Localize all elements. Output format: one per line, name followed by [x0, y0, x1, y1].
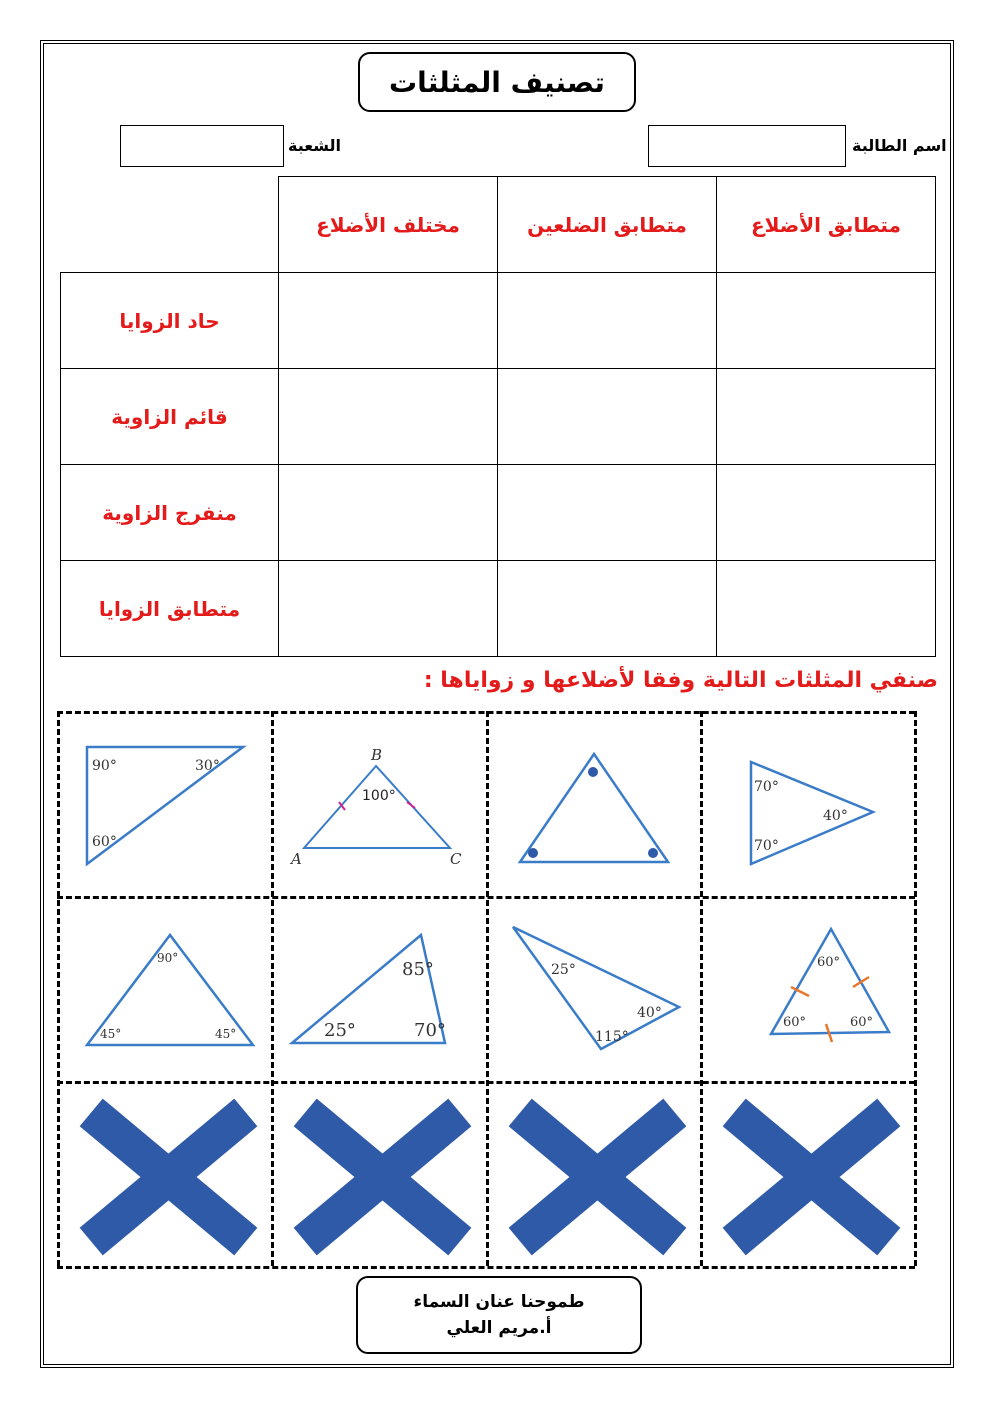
triangle-card-5[interactable] [60, 899, 270, 1079]
angle-label: 85° [402, 959, 434, 980]
cross-card[interactable] [60, 1084, 270, 1264]
triangle-card-2[interactable] [274, 714, 484, 894]
row-header-right: قائم الزاوية [60, 368, 279, 465]
drop-cell[interactable] [497, 560, 717, 657]
footer-box [356, 1276, 642, 1354]
drop-cell[interactable] [716, 272, 936, 369]
angle-label: 25° [551, 962, 576, 978]
drop-cell[interactable] [497, 464, 717, 561]
student-name-label: اسم الطالبة [852, 136, 947, 155]
footer-motto: طموحنا عنان السماء [413, 1292, 585, 1312]
column-header-scalene: مختلف الأضلاع [278, 176, 498, 273]
triangle-card-3[interactable] [489, 714, 699, 894]
angle-label: 115° [595, 1029, 629, 1045]
angle-label: 90° [157, 951, 179, 965]
student-name-field[interactable] [648, 125, 846, 167]
drop-cell[interactable] [497, 368, 717, 465]
cross-card[interactable] [489, 1084, 699, 1264]
row-header-acute: حاد الزوايا [60, 272, 279, 369]
row-header-equiangular: متطابق الزوايا [60, 560, 279, 657]
cross-icon [274, 1084, 484, 1264]
vertex-label: B [371, 746, 383, 764]
angle-label: 30° [195, 758, 220, 774]
angle-label: 45° [215, 1027, 237, 1041]
angle-label: 40° [637, 1005, 662, 1021]
vertex-label: A [291, 850, 302, 868]
drop-cell[interactable] [716, 368, 936, 465]
column-header-isosceles: متطابق الضلعين [497, 176, 717, 273]
drop-cell[interactable] [716, 464, 936, 561]
angle-label: 60° [817, 955, 841, 970]
triangle-card-1[interactable] [60, 714, 270, 894]
angle-label: 70° [754, 838, 779, 854]
drop-cell[interactable] [497, 272, 717, 369]
footer-teacher: أ.مريم العلي [446, 1318, 552, 1338]
angle-label: 90° [92, 758, 117, 774]
section-field[interactable] [120, 125, 284, 167]
angle-label: 60° [783, 1015, 807, 1030]
drop-cell[interactable] [716, 560, 936, 657]
vertex-label: C [450, 850, 462, 868]
triangle-card-6[interactable] [274, 899, 484, 1079]
angle-label: 70° [754, 779, 779, 795]
column-header-equilateral: متطابق الأضلاع [716, 176, 936, 273]
angle-label: 60° [850, 1015, 874, 1030]
angle-label: 40° [823, 808, 848, 824]
section-label: الشعبة [288, 136, 342, 155]
cross-card[interactable] [703, 1084, 913, 1264]
drop-cell[interactable] [278, 368, 498, 465]
angle-label: 25° [324, 1020, 356, 1041]
page-title: تصنيف المثلثات [358, 52, 636, 112]
angle-label: 100° [362, 788, 396, 804]
angle-label: 60° [92, 834, 117, 850]
triangle-card-7[interactable] [489, 899, 699, 1079]
instruction-text: صنفي المثلثات التالية وفقا لأضلاعها و زواياها : [423, 668, 938, 693]
triangle-card-4[interactable] [703, 714, 913, 894]
cross-card[interactable] [274, 1084, 484, 1264]
drop-cell[interactable] [278, 560, 498, 657]
cross-icon [703, 1084, 913, 1264]
drop-cell[interactable] [278, 272, 498, 369]
angle-label: 70° [414, 1020, 446, 1041]
angle-label: 45° [100, 1027, 122, 1041]
triangle-card-8[interactable] [703, 899, 913, 1079]
cross-icon [60, 1084, 270, 1264]
drop-cell[interactable] [278, 464, 498, 561]
row-header-obtuse: منفرج الزاوية [60, 464, 279, 561]
cross-icon [489, 1084, 699, 1264]
